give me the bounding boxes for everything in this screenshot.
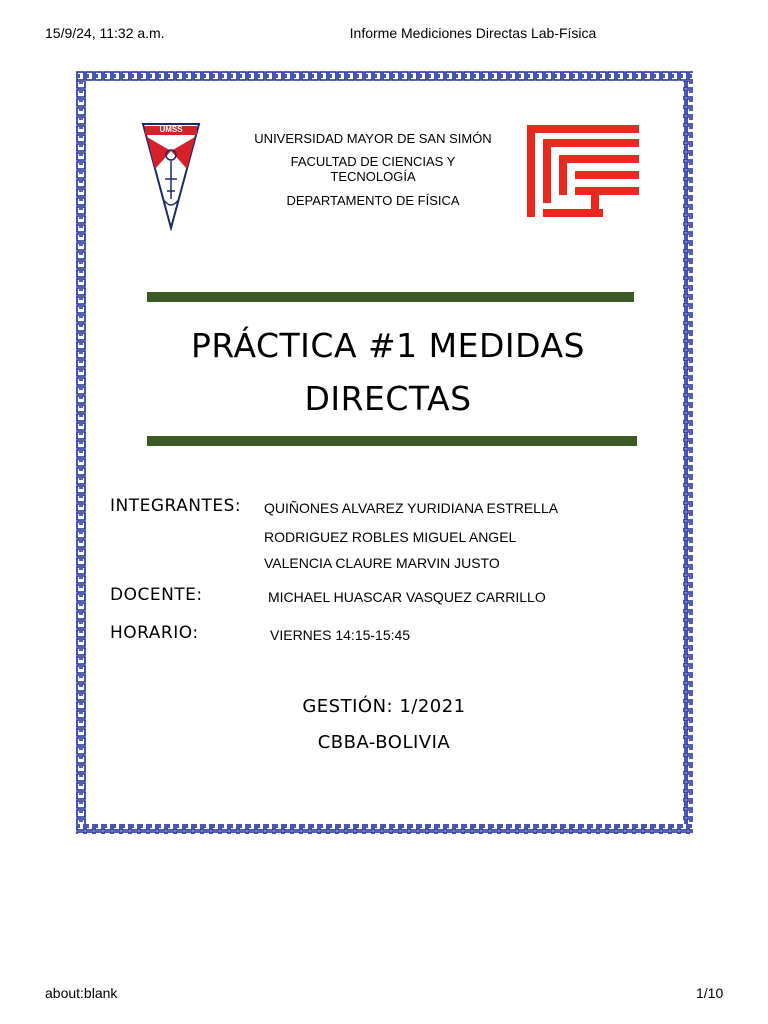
print-datetime: 15/9/24, 11:32 a.m. bbox=[45, 25, 165, 41]
academic-term: GESTIÓN: 1/2021 bbox=[302, 696, 466, 717]
practice-title-line2: DIRECTAS bbox=[304, 379, 472, 418]
bottom-divider bbox=[147, 436, 637, 446]
umss-logo bbox=[141, 121, 201, 231]
print-page-counter: 1/10 bbox=[696, 985, 724, 1001]
teacher-label: DOCENTE: bbox=[110, 585, 203, 605]
faculty-name-line2: TECNOLOGÍA bbox=[330, 169, 416, 184]
practice-title-line1: PRÁCTICA #1 MEDIDAS bbox=[191, 326, 585, 365]
member-name: QUIÑONES ALVAREZ YURIDIANA ESTRELLA bbox=[264, 500, 559, 516]
print-url: about:blank bbox=[45, 985, 118, 1001]
top-divider bbox=[147, 292, 634, 302]
teacher-name: MICHAEL HUASCAR VASQUEZ CARRILLO bbox=[268, 589, 546, 605]
schedule-value: VIERNES 14:15-15:45 bbox=[270, 627, 411, 643]
department-name: DEPARTAMENTO DE FÍSICA bbox=[286, 193, 460, 208]
faculty-name-line1: FACULTAD DE CIENCIAS Y bbox=[290, 154, 456, 169]
university-name: UNIVERSIDAD MAYOR DE SAN SIMÓN bbox=[254, 131, 492, 146]
location: CBBA-BOLIVIA bbox=[317, 732, 451, 753]
fcyt-logo bbox=[527, 125, 641, 219]
member-name: VALENCIA CLAURE MARVIN JUSTO bbox=[264, 555, 500, 571]
members-label: INTEGRANTES: bbox=[110, 496, 242, 516]
print-document-title: Informe Mediciones Directas Lab-Física bbox=[349, 25, 597, 41]
umss-logo-text: UMSS bbox=[159, 125, 183, 134]
member-name: RODRIGUEZ ROBLES MIGUEL ANGEL bbox=[264, 529, 517, 545]
schedule-label: HORARIO: bbox=[110, 623, 199, 643]
